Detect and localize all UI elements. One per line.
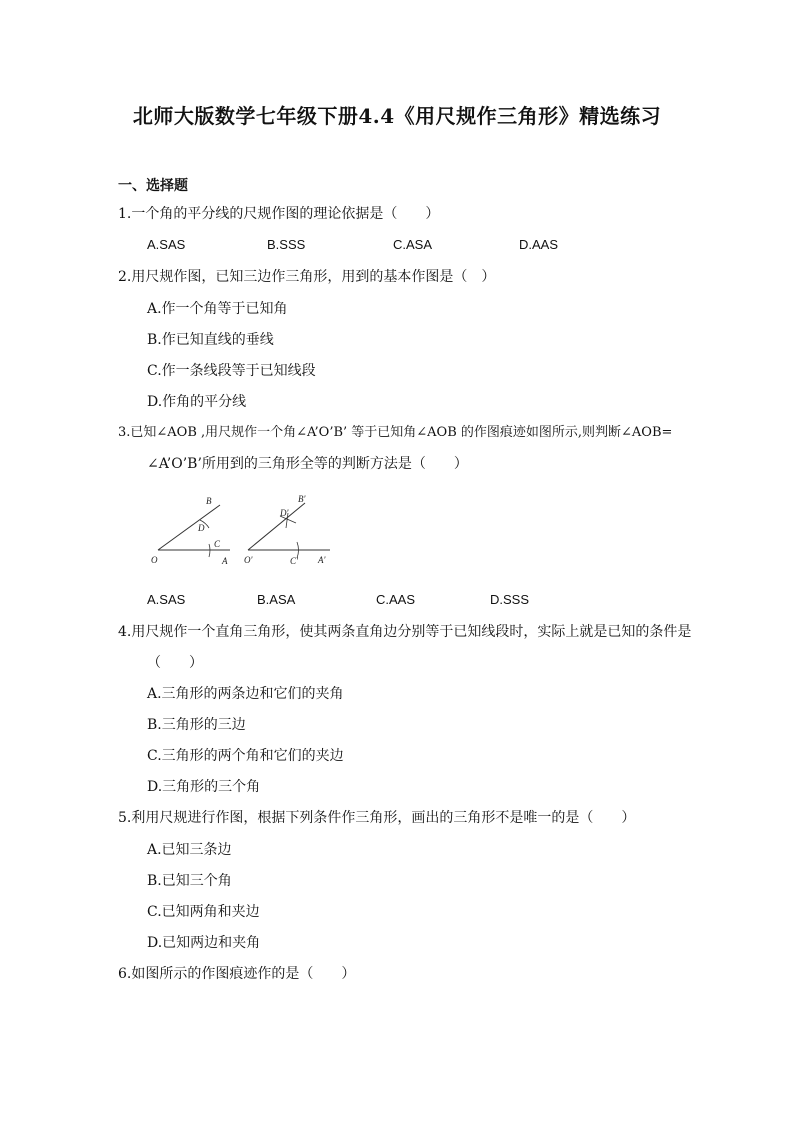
label-o-prime: O' bbox=[244, 555, 253, 565]
q2-option-c: C.作一条线段等于已知线段 bbox=[147, 363, 316, 379]
q2-option-b: B.作已知直线的垂线 bbox=[147, 332, 274, 348]
q1-option-d: D.AAS bbox=[519, 237, 559, 252]
q4-option-c: C.三角形的两个角和它们的夹边 bbox=[147, 748, 344, 764]
question-1-stem: 1.一个角的平分线的尺规作图的理论依据是（ ） bbox=[118, 206, 440, 222]
question-3-stem-line1: 3.已知∠AOB ,用尺规作一个角∠A’O’B’ 等于已知角∠AOB 的作图痕迹如图所示,则判断∠AOB= bbox=[118, 425, 673, 440]
label-o: O bbox=[151, 555, 158, 565]
q3-option-b: B.ASA bbox=[257, 592, 296, 607]
q5-option-c: C.已知两角和夹边 bbox=[147, 904, 260, 920]
ray-o-prime-b-prime bbox=[248, 503, 305, 550]
question-4-stem-line1: 4.用尺规作一个直角三角形，使其两条直角边分别等于已知线段时，实际上就是已知的条件是 bbox=[118, 624, 692, 640]
q4-option-d: D.三角形的三个角 bbox=[147, 779, 261, 795]
label-a: A bbox=[222, 556, 228, 566]
label-d: D bbox=[198, 523, 205, 533]
section-heading: 一、选择题 bbox=[118, 178, 188, 194]
angle-construction-figure bbox=[140, 490, 360, 575]
q3-option-c: C.AAS bbox=[376, 592, 416, 607]
q3-option-d: D.SSS bbox=[490, 592, 530, 607]
q4-option-a: A.三角形的两条边和它们的夹角 bbox=[147, 686, 344, 702]
constructed-angle-figure bbox=[244, 494, 330, 566]
q1-option-a: A.SAS bbox=[147, 237, 186, 252]
q2-option-a: A.作一个角等于已知角 bbox=[147, 301, 288, 317]
label-c-prime: C' bbox=[290, 556, 298, 566]
question-5-stem: 5.利用尺规进行作图，根据下列条件作三角形，画出的三角形不是唯一的是（ ） bbox=[118, 810, 636, 826]
question-2-stem: 2.用尺规作图，已知三边作三角形，用到的基本作图是（ ） bbox=[118, 269, 496, 285]
label-b: B bbox=[206, 496, 212, 506]
question-3-stem-line2: ∠A’O’B’所用到的三角形全等的判断方法是（ ） bbox=[147, 456, 468, 472]
ray-ob bbox=[158, 505, 220, 550]
question-4-stem-line2: （ ） bbox=[147, 655, 203, 671]
label-a-prime: A' bbox=[318, 555, 326, 565]
q5-option-d: D.已知两边和夹角 bbox=[147, 935, 261, 951]
q5-option-b: B.已知三个角 bbox=[147, 873, 232, 889]
q1-option-c: C.ASA bbox=[393, 237, 433, 252]
q2-option-d: D.作角的平分线 bbox=[147, 394, 247, 410]
label-d-prime: D' bbox=[280, 508, 289, 518]
q4-option-b: B.三角形的三边 bbox=[147, 717, 246, 733]
q1-option-b: B.SSS bbox=[267, 237, 306, 252]
page-title: 北师大版数学七年级下册4.4《用尺规作三角形》精选练习 bbox=[132, 104, 662, 128]
q5-option-a: A.已知三条边 bbox=[147, 842, 232, 858]
label-b-prime: B' bbox=[298, 494, 306, 504]
question-6-stem: 6.如图所示的作图痕迹作的是（ ） bbox=[118, 966, 356, 982]
q3-option-a: A.SAS bbox=[147, 592, 186, 607]
label-c: C bbox=[214, 539, 221, 549]
original-angle-figure bbox=[151, 496, 230, 566]
